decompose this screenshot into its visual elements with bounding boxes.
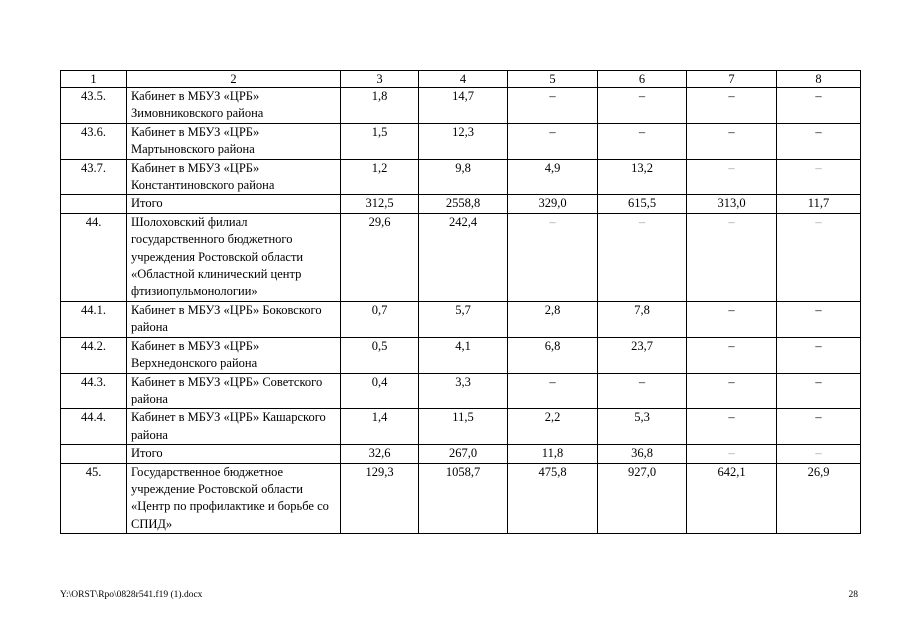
cell-col3: 1,2 (341, 159, 419, 195)
cell-col4: 11,5 (419, 409, 508, 445)
cell-col6: 927,0 (598, 463, 687, 534)
cell-col6: – (598, 123, 687, 159)
cell-col4: 3,3 (419, 373, 508, 409)
cell-col4: 9,8 (419, 159, 508, 195)
cell-col3: 1,8 (341, 88, 419, 124)
row-name: Кабинет в МБУЗ «ЦРБ» Боковского района (127, 301, 341, 337)
cell-col6: 615,5 (598, 195, 687, 213)
cell-col8: – (777, 213, 861, 301)
cell-col8: – (777, 123, 861, 159)
cell-col7: – (687, 445, 777, 463)
row-number: 45. (61, 463, 127, 534)
row-name: Итого (127, 445, 341, 463)
cell-col8: – (777, 159, 861, 195)
cell-col7: 313,0 (687, 195, 777, 213)
cell-col4: 4,1 (419, 337, 508, 373)
cell-col3: 1,4 (341, 409, 419, 445)
table-row (61, 463, 861, 534)
cell-col5: – (508, 213, 598, 301)
row-name: Шолоховский филиал государственного бюджетного учреждения Ростовской области «Областной клинический центр фтизиопульмонологии» (127, 213, 341, 301)
cell-col6: 36,8 (598, 445, 687, 463)
row-number: 44.4. (61, 409, 127, 445)
cell-col6: 7,8 (598, 301, 687, 337)
cell-col8: – (777, 373, 861, 409)
cell-col6: – (598, 373, 687, 409)
row-number: 44.1. (61, 301, 127, 337)
table-row (61, 373, 861, 409)
cell-col4: 242,4 (419, 213, 508, 301)
row-number: 44. (61, 213, 127, 301)
cell-col8: – (777, 445, 861, 463)
header-cell: 7 (687, 71, 777, 88)
cell-col4: 5,7 (419, 301, 508, 337)
data-table (60, 70, 861, 534)
cell-col7: 642,1 (687, 463, 777, 534)
cell-col3: 32,6 (341, 445, 419, 463)
header-cell: 6 (598, 71, 687, 88)
cell-col3: 1,5 (341, 123, 419, 159)
cell-col5: 2,8 (508, 301, 598, 337)
cell-col7: – (687, 409, 777, 445)
header-cell: 8 (777, 71, 861, 88)
header-cell: 5 (508, 71, 598, 88)
cell-col8: 11,7 (777, 195, 861, 213)
cell-col7: – (687, 123, 777, 159)
header-cell: 2 (127, 71, 341, 88)
cell-col6: 23,7 (598, 337, 687, 373)
cell-col4: 1058,7 (419, 463, 508, 534)
cell-col5: 11,8 (508, 445, 598, 463)
cell-col5: 2,2 (508, 409, 598, 445)
row-name: Кабинет в МБУЗ «ЦРБ» Верхнедонского района (127, 337, 341, 373)
row-name: Государственное бюджетное учреждение Ростовской области «Центр по профилактике и борьбе со СПИД» (127, 463, 341, 534)
row-name: Кабинет в МБУЗ «ЦРБ» Советского района (127, 373, 341, 409)
cell-col6: – (598, 88, 687, 124)
cell-col6: 13,2 (598, 159, 687, 195)
cell-col8: – (777, 337, 861, 373)
cell-col5: – (508, 123, 598, 159)
cell-col3: 0,4 (341, 373, 419, 409)
cell-col4: 267,0 (419, 445, 508, 463)
cell-col4: 14,7 (419, 88, 508, 124)
cell-col3: 129,3 (341, 463, 419, 534)
row-name: Кабинет в МБУЗ «ЦРБ» Кашарского района (127, 409, 341, 445)
cell-col8: – (777, 301, 861, 337)
document-table-container (60, 70, 860, 534)
cell-col5: – (508, 373, 598, 409)
cell-col6: 5,3 (598, 409, 687, 445)
row-number: 44.3. (61, 373, 127, 409)
cell-col5: 4,9 (508, 159, 598, 195)
table-row (61, 123, 861, 159)
cell-col7: – (687, 159, 777, 195)
cell-col7: – (687, 301, 777, 337)
cell-col7: – (687, 88, 777, 124)
table-header-row (61, 71, 861, 88)
row-name: Итого (127, 195, 341, 213)
row-name: Кабинет в МБУЗ «ЦРБ» Зимовниковского района (127, 88, 341, 124)
row-number: 43.6. (61, 123, 127, 159)
cell-col5: 6,8 (508, 337, 598, 373)
table-row (61, 88, 861, 124)
header-cell: 3 (341, 71, 419, 88)
cell-col3: 312,5 (341, 195, 419, 213)
header-cell: 4 (419, 71, 508, 88)
table-row (61, 337, 861, 373)
table-row (61, 301, 861, 337)
row-number (61, 445, 127, 463)
cell-col7: – (687, 337, 777, 373)
row-name: Кабинет в МБУЗ «ЦРБ» Мартыновского района (127, 123, 341, 159)
cell-col6: – (598, 213, 687, 301)
row-number: 43.5. (61, 88, 127, 124)
cell-col5: 475,8 (508, 463, 598, 534)
row-number: 44.2. (61, 337, 127, 373)
cell-col3: 0,5 (341, 337, 419, 373)
cell-col5: – (508, 88, 598, 124)
cell-col8: – (777, 88, 861, 124)
cell-col8: – (777, 409, 861, 445)
table-row-total (61, 195, 861, 213)
cell-col7: – (687, 213, 777, 301)
table-row (61, 409, 861, 445)
footer-page-number: 28 (848, 590, 858, 600)
cell-col3: 29,6 (341, 213, 419, 301)
cell-col3: 0,7 (341, 301, 419, 337)
table-row (61, 159, 861, 195)
cell-col4: 2558,8 (419, 195, 508, 213)
cell-col4: 12,3 (419, 123, 508, 159)
footer-file-path: Y:\ORST\Rpo\0828r541.f19 (1).docx (60, 590, 203, 600)
row-number: 43.7. (61, 159, 127, 195)
table-row (61, 213, 861, 301)
table-row-total (61, 445, 861, 463)
cell-col7: – (687, 373, 777, 409)
cell-col5: 329,0 (508, 195, 598, 213)
header-cell: 1 (61, 71, 127, 88)
row-name: Кабинет в МБУЗ «ЦРБ» Константиновского района (127, 159, 341, 195)
cell-col8: 26,9 (777, 463, 861, 534)
row-number (61, 195, 127, 213)
